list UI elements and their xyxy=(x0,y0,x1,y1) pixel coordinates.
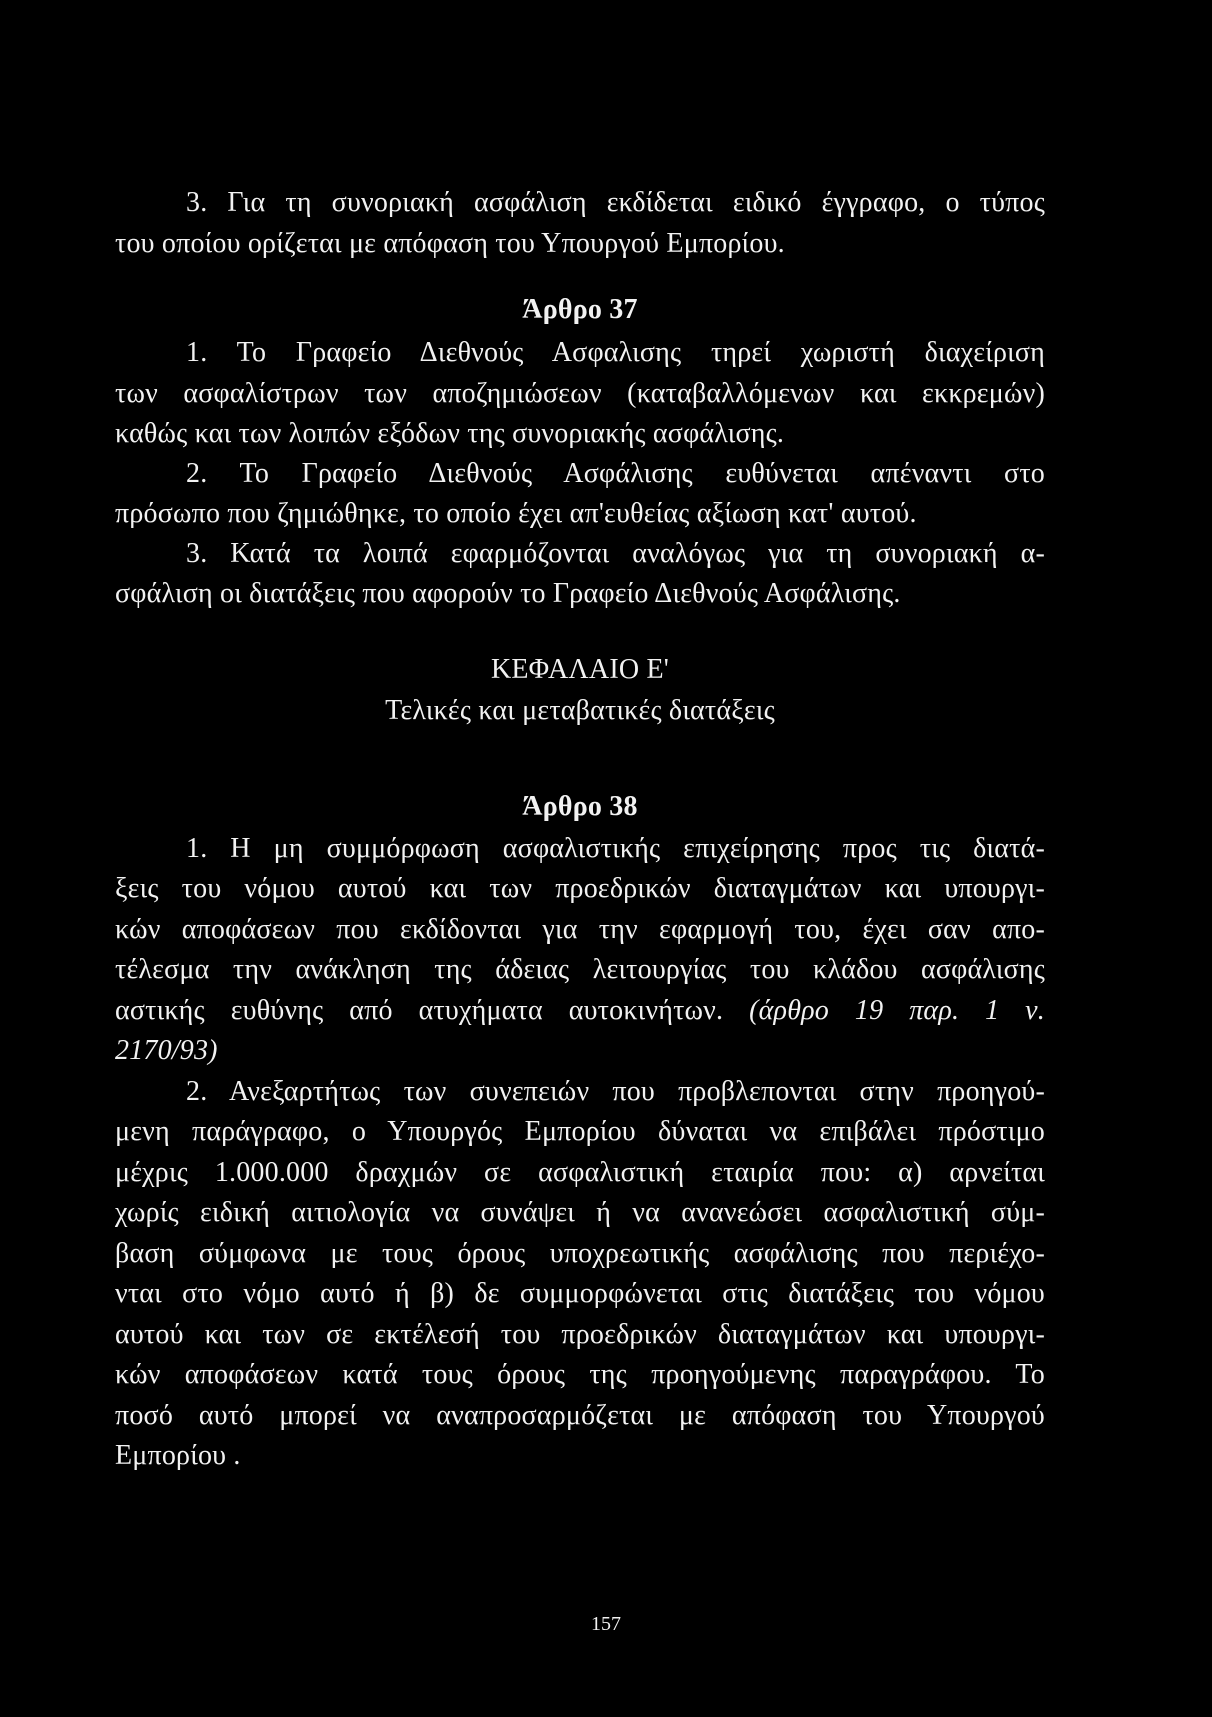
art38-p2-line7: αυτού και των σε εκτέλεσή του προεδρικών διαταγμάτων και υπουργι- xyxy=(115,1319,1045,1350)
art38-p1-line5-reference: (άρθρο 19 παρ. 1 ν. xyxy=(749,995,1045,1026)
art37-p3-line2: σφάλιση οι διατάξεις που αφορούν το Γραφείο Διεθνούς Ασφάλισης. xyxy=(115,578,901,609)
art38-p1-line5-text: αστικής ευθύνης από ατυχήματα αυτοκινήτων. xyxy=(115,995,724,1026)
page-number: 157 xyxy=(591,1613,621,1635)
art38-p2-line10: Εμπορίου . xyxy=(115,1440,241,1471)
art38-p2-line1: 2. Ανεξαρτήτως των συνεπειών που προβλεπονται στην προηγού- xyxy=(186,1076,1045,1107)
art38-p1-line2: ξεις του νόμου αυτού και των προεδρικών διαταγμάτων και υπουργι- xyxy=(115,873,1045,904)
art38-p1-line4: τέλεσμα την ανάκληση της άδειας λειτουργίας του κλάδου ασφάλισης xyxy=(115,954,1045,985)
art37-p1-line1: 1. Το Γραφείο Διεθνούς Ασφαλισης τηρεί χωριστή διαχείριση xyxy=(186,337,1045,368)
art37-p1-line2: των ασφαλίστρων των αποζημιώσεων (καταβαλλόμενων και εκκρεμών) xyxy=(115,378,1045,409)
art36-p3-line2: του οποίου ορίζεται με απόφαση του Υπουργού Εμπορίου. xyxy=(115,228,785,259)
art37-p2-line2: πρόσωπο που ζημιώθηκε, το οποίο έχει απ'ευθείας αξίωση κατ' αυτού. xyxy=(115,498,917,529)
art38-p1-line6-reference: 2170/93) xyxy=(115,1035,218,1066)
art38-p2-line9: ποσό αυτό μπορεί να αναπροσαρμόζεται με απόφαση του Υπουργού xyxy=(115,1400,1045,1431)
art36-p3-line1: 3. Για τη συνοριακή ασφάλιση εκδίδεται ειδικό έγγραφο, ο τύπος xyxy=(186,187,1045,218)
art37-p2-line1: 2. Το Γραφείο Διεθνούς Ασφάλισης ευθύνεται απέναντι στο xyxy=(186,458,1045,489)
art38-p1-line1: 1. Η μη συμμόρφωση ασφαλιστικής επιχείρησης προς τις διατά- xyxy=(186,833,1045,864)
chapter-title: ΚΕΦΑΛΑΙΟ Ε' xyxy=(490,654,670,685)
art38-p1-line5 xyxy=(115,991,1045,1031)
art37-p1-line3: καθώς και των λοιπών εξόδων της συνοριακής ασφάλισης. xyxy=(115,418,785,449)
art38-p2-line2: μενη παράγραφο, ο Υπουργός Εμπορίου δύναται να επιβάλει πρόστιμο xyxy=(115,1116,1045,1147)
art37-p3-line1: 3. Κατά τα λοιπά εφαρμόζονται αναλόγως για τη συνοριακή α- xyxy=(186,538,1045,569)
art38-p2-line3: μέχρις 1.000.000 δραχμών σε ασφαλιστική εταιρία που: α) αρνείται xyxy=(115,1157,1045,1188)
art38-p1-line3: κών αποφάσεων που εκδίδονται για την εφαρμογή του, έχει σαν απο- xyxy=(115,914,1045,945)
art38-p2-line6: νται στο νόμο αυτό ή β) δε συμμορφώνεται στις διατάξεις του νόμου xyxy=(115,1278,1045,1309)
art38-p2-line4: χωρίς ειδική αιτιολογία να συνάψει ή να ανανεώσει ασφαλιστική σύμ- xyxy=(115,1197,1045,1228)
article-37-heading: Άρθρο 37 xyxy=(522,294,638,325)
art38-p2-line8: κών αποφάσεων κατά τους όρους της προηγούμενης παραγράφου. Το xyxy=(115,1359,1045,1390)
art38-p2-line5: βαση σύμφωνα με τους όρους υποχρεωτικής ασφάλισης που περιέχο- xyxy=(115,1238,1045,1269)
chapter-subtitle: Τελικές και μεταβατικές διατάξεις xyxy=(385,695,775,726)
article-38-heading: Άρθρο 38 xyxy=(522,791,638,822)
